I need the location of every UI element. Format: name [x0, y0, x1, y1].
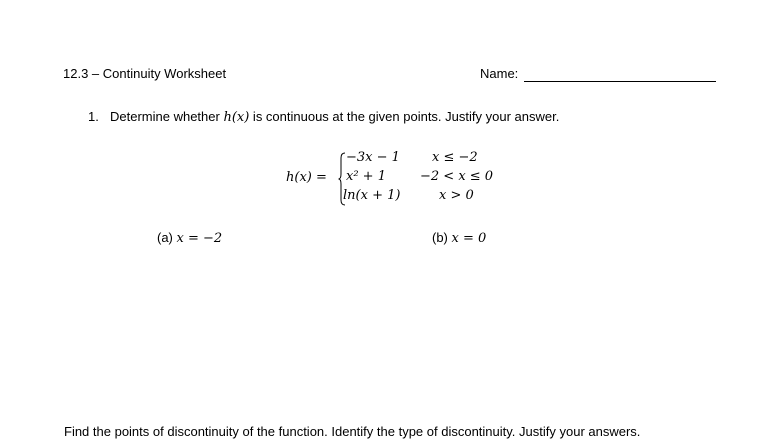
part-b-label: (b)	[432, 230, 448, 245]
name-blank-line	[524, 81, 716, 82]
part-a-value: x = −2	[176, 231, 223, 246]
question-text-after: is continuous at the given points. Justify your answer.	[249, 109, 560, 124]
discontinuity-instructions: Find the points of discontinuity of the function. Identify the type of discontinuity. Justify your answers.	[64, 424, 641, 439]
piecewise-condition-2: −2 < x ≤ 0	[420, 169, 494, 184]
name-label: Name:	[480, 66, 519, 81]
piecewise-expr-1: −3x − 1	[346, 150, 400, 165]
piecewise-expr-3: ln(x + 1)	[343, 188, 401, 203]
piecewise-expr-2: x² + 1	[346, 169, 386, 184]
function-name: h(x)	[223, 110, 250, 125]
piecewise-condition-1: x ≤ −2	[432, 150, 478, 165]
question-number: 1.	[88, 109, 99, 124]
part-a-label: (a)	[157, 230, 173, 245]
piecewise-condition-3: x > 0	[439, 188, 474, 203]
question-1	[88, 109, 559, 125]
piecewise-function	[286, 148, 516, 208]
part-b	[432, 230, 486, 246]
question-text-before: Determine whether	[110, 109, 224, 124]
part-a	[157, 230, 222, 246]
worksheet-title: 12.3 – Continuity Worksheet	[63, 66, 227, 81]
piecewise-lhs: h(x) =	[286, 170, 327, 185]
part-b-value: x = 0	[451, 231, 487, 246]
